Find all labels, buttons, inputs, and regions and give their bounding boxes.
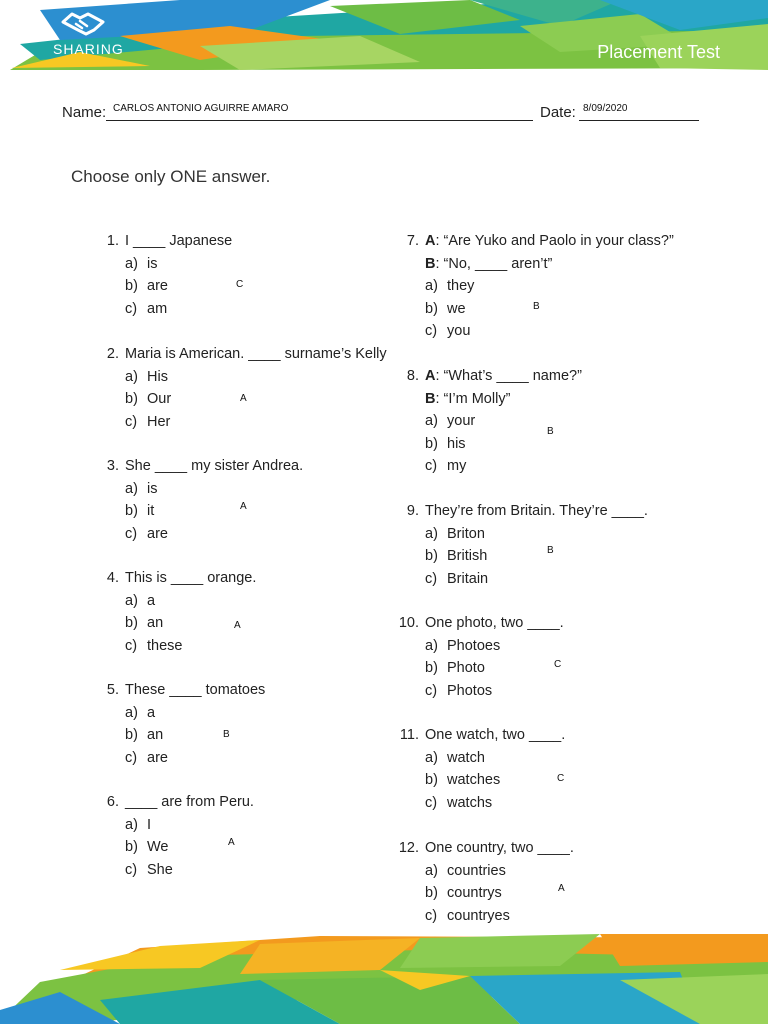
option-a[interactable]: a) they [425, 278, 475, 294]
question-8: 8. A: “What’s ____ name?” B: “I’m Molly” a) your b) his c) my [395, 365, 582, 478]
question-2: 2. Maria is American. ____ surname’s Kelly a) His b) Our c) Her [95, 343, 387, 433]
question-text: ____ are from Peru. [125, 794, 254, 810]
answer-3[interactable]: A [240, 501, 247, 512]
option-b[interactable]: b) his [425, 435, 466, 452]
option-b[interactable]: b) an [125, 615, 164, 631]
question-9: 9. They’re from Britain. They’re ____. a) Briton b) British c) Britain [395, 500, 648, 590]
question-text: One photo, two ____. [425, 615, 564, 631]
answer-4[interactable]: A [234, 620, 241, 631]
answer-12[interactable]: A [558, 883, 565, 894]
question-text: These ____ tomatoes [125, 682, 266, 698]
question-number: 1. [106, 233, 119, 249]
question-5: 5. These ____ tomatoes a) a b) an c) are [95, 679, 265, 769]
option-b[interactable]: b) it [125, 503, 155, 519]
option-a[interactable]: a) is [125, 480, 158, 497]
option-c[interactable]: c) Photos [425, 682, 493, 699]
name-line [106, 120, 533, 121]
option-a[interactable]: a) a [125, 704, 156, 721]
option-a[interactable]: a) I [125, 816, 152, 833]
option-c[interactable]: c) Her [125, 413, 171, 430]
name-label: Name: [62, 104, 107, 121]
header-banner [0, 0, 768, 80]
option-a[interactable]: a) countries [425, 862, 506, 879]
question-12: 12. One country, two ____. a) countries b) countrys c) countryes [395, 837, 574, 927]
question-text: One watch, two ____. [425, 727, 566, 743]
question-text: : “What’s ____ name?” [435, 368, 582, 384]
option-a[interactable]: a) a [125, 592, 156, 609]
option-b[interactable]: b) Our [125, 391, 172, 407]
question-text: Maria is American. ____ surname’s Kelly [125, 346, 387, 362]
question-text: : “Are Yuko and Paolo in your class?” [435, 233, 674, 249]
date-value[interactable]: 8/09/2020 [583, 103, 628, 114]
option-a[interactable]: a) Photoes [425, 637, 501, 654]
answer-1[interactable]: C [236, 279, 244, 290]
option-a[interactable]: a) watch [425, 749, 485, 766]
option-b[interactable]: b) we [425, 300, 466, 317]
question-text: I ____ Japanese [125, 233, 233, 249]
option-b[interactable]: b) watches [425, 772, 501, 788]
option-c[interactable]: c) watchs [425, 794, 493, 811]
answer-2[interactable]: A [240, 393, 247, 404]
option-a[interactable]: a) is [125, 255, 158, 272]
option-c[interactable]: c) are [125, 525, 168, 542]
option-b[interactable]: b) British [425, 548, 488, 564]
name-value[interactable]: CARLOS ANTONIO AGUIRRE AMARO [113, 103, 289, 114]
option-a[interactable]: a) His [125, 368, 168, 385]
question-4: 4. This is ____ orange. a) a b) an c) these [95, 567, 256, 657]
question-text: : “No, ____ aren’t” [435, 255, 553, 272]
option-b[interactable]: b) an [125, 727, 164, 743]
page-title: Placement Test [597, 42, 720, 62]
answer-7[interactable]: B [533, 301, 540, 312]
option-c[interactable]: c) countryes [425, 907, 510, 924]
answer-8[interactable]: B [547, 426, 554, 437]
date-line [579, 120, 699, 121]
question-10: 10. One photo, two ____. a) Photoes b) Photo c) Photos [395, 612, 564, 702]
question-11: 11. One watch, two ____. a) watch b) watches c) watchs [395, 724, 565, 814]
instruction: Choose only ONE answer. [71, 167, 271, 186]
date-label: Date: [540, 104, 576, 121]
option-b[interactable]: b) We [125, 839, 169, 855]
option-b[interactable]: b) are [125, 278, 168, 294]
option-c[interactable]: c) Britain [425, 570, 489, 587]
question-7: 7. A: “Are Yuko and Paolo in your class?” B: “No, ____ aren’t” a) they b) we c) you [395, 230, 674, 343]
option-b[interactable]: b) Photo [425, 660, 485, 676]
footer-banner [0, 930, 768, 1024]
answer-10[interactable]: C [554, 659, 562, 670]
question-text: One country, two ____. [425, 840, 574, 856]
option-a[interactable]: a) your [425, 413, 476, 429]
option-b[interactable]: b) countrys [425, 885, 502, 901]
question-text: This is ____ orange. [125, 570, 257, 586]
answer-6[interactable]: A [228, 837, 235, 848]
question-1 [95, 230, 232, 320]
option-c[interactable]: c) my [425, 458, 467, 474]
option-c[interactable]: c) you [425, 323, 471, 339]
question-text: : “I’m Molly” [435, 390, 511, 407]
question-text: They’re from Britain. They’re ____. [425, 503, 648, 519]
answer-11[interactable]: C [557, 773, 565, 784]
option-c[interactable]: c) She [125, 861, 173, 878]
answer-9[interactable]: B [547, 545, 554, 556]
option-c[interactable]: c) these [125, 637, 183, 654]
question-6: 6. ____ are from Peru. a) I b) We c) She [95, 791, 254, 881]
handshake-icon [60, 8, 106, 38]
question-text: She ____ my sister Andrea. [125, 458, 304, 474]
option-c[interactable]: c) am [125, 300, 168, 317]
answer-5[interactable]: B [223, 729, 230, 740]
option-c[interactable]: c) are [125, 749, 168, 766]
option-a[interactable]: a) Briton [425, 525, 485, 542]
logo-text: SHARING [53, 41, 124, 57]
question-3: 3. She ____ my sister Andrea. a) is b) it c) are [95, 455, 303, 545]
